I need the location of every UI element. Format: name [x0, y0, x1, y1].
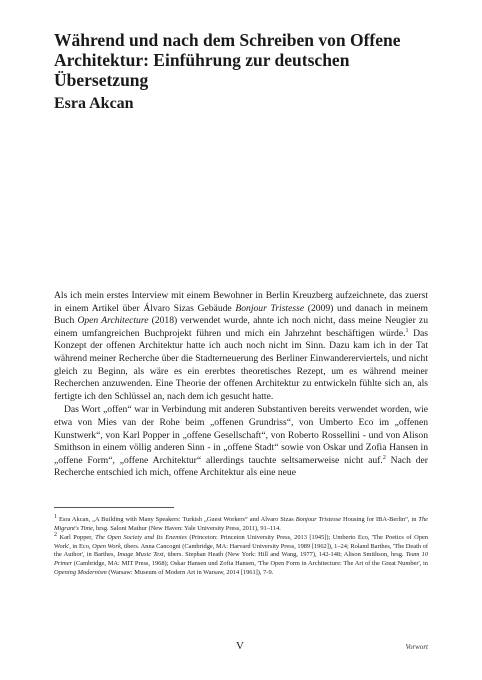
text-run: (Cambridge, MA: MIT Press, 1968); Oskar Hansen und Zofia Hansen, 'The Open Form in Architecture: The Art of the Great Number', in [72, 559, 428, 567]
italic-title: Image Music Text [117, 551, 164, 559]
text-run: (Warsaw: Museum of Modern Art in Warsaw, 2014 [1961]), 7-9. [106, 568, 274, 576]
page-number: V [236, 640, 244, 652]
italic-title: Open Work [92, 542, 121, 550]
text-run: , hrsg. Saloni Mathur (New Haven: Yale University Press, 2011), 91–114. [92, 524, 281, 532]
text-run: (Princeton: Princeton University Press, 2013 [1945]); Umberto Eco, 'The Poetics of Open Work', in Eco, [54, 534, 428, 550]
text-run: Housing for IBA-Berlin“, in [341, 516, 419, 523]
body-text [54, 290, 428, 480]
footnote-ref-1[interactable]: 1 [405, 327, 409, 334]
text-run: Esra Akcan, „A Building with Many Speakers: Turkish „Guest Workers“ and Alvaro Sizas [57, 516, 296, 523]
text-run: (2009) und danach in meinem Buch [54, 302, 428, 327]
italic-title: Team 10 Primer [54, 551, 428, 567]
text-run: Karl Popper, [57, 534, 96, 542]
footnote-2 [54, 534, 428, 577]
running-title: Vorwort [405, 643, 428, 651]
footnote-number: 1 [54, 513, 57, 520]
text-run: , übers. Stephan Heath (New York: Hill and Wang, 1977), 142-148; Alison Smithson, hrsg. [163, 551, 406, 559]
text-run: Das Wort „offen“ war in Verbindung mit anderen Substantiven bereits verwendet worden, wie etwa von Mies van der Rohe beim „offenen Grundriss“, von Umberto Eco im „offenen Kunstwerk“, von Karl Popper in „offene Gesellschaft“, von Roberto Rossellini - und von Alison Smithson in einem völlig anderen Sinn - in „offene Stadt“ sowie von Oskar und Zofia Hansen in „offene Form“, „offene Architektur“ allerdings tauchte seltsamerweise nicht auf. [54, 404, 428, 466]
book-title-open-architecture: Open Architecture [77, 315, 149, 327]
text-run: (2018) verwendet wurde, ahnte ich noch nicht, dass meine Neugier zu einem umfangreichen Buchprojekt führen und mich ein Jahrzehnt beschäftigen würde. [54, 315, 428, 339]
text-run: Nach der Recherche entschied ich mich, offene Architektur als eine neue [54, 454, 429, 479]
footnote-divider [54, 507, 174, 508]
footnote-1 [54, 513, 428, 533]
footnote-number: 2 [54, 532, 57, 539]
body-paragraph-1 [54, 290, 428, 403]
italic-title: Opening Modernism [54, 568, 107, 576]
text-run: Als ich mein erstes Interview mit einem Bewohner in Berlin Kreuzberg aufzeichnete, das zuerst in einem Artikel über Álvaro Sizas Gebäude [54, 290, 428, 314]
text-run: Das Konzept der offenen Architektur hatte ich auch noch nicht im Sinn. Dazu kam ich in der Tat während meiner Recherche über die Stadterneuerung des Berliner Einwandererviertels, und nicht gleich zu Beginn, als wäre es ein ererbtes theoretisches Rezept, um es während meiner Recherchen anzuwenden. Eine Theorie der offenen Architektur zu entwickeln fühlte sich an, als fertigte ich den Schlüssel an, nach dem ich gesucht hatte. [54, 327, 428, 402]
footnotes [54, 513, 428, 578]
italic-title: Bonjour Tristesse [295, 516, 342, 523]
text-run: , übers. Anna Cancogni (Cambridge, MA: Harvard University Press, 1989 [1962]), 1–24; Roland Barthes, 'The Death of the Author', in Barthes, [54, 542, 428, 559]
chapter-author: Esra Akcan [54, 95, 134, 112]
italic-title: The Open Society and Its Enemies [95, 534, 187, 542]
body-paragraph-2 [54, 404, 428, 480]
chapter-title: Während und nach dem Schreiben von Offene Architektur: Einführung zur deutschen Übersetzung [54, 30, 401, 90]
book-title-bonjour-tristesse: Bonjour Tristesse [235, 302, 305, 314]
footnote-ref-2[interactable]: 2 [382, 454, 386, 461]
italic-title: The Migrant's Time [54, 516, 428, 532]
